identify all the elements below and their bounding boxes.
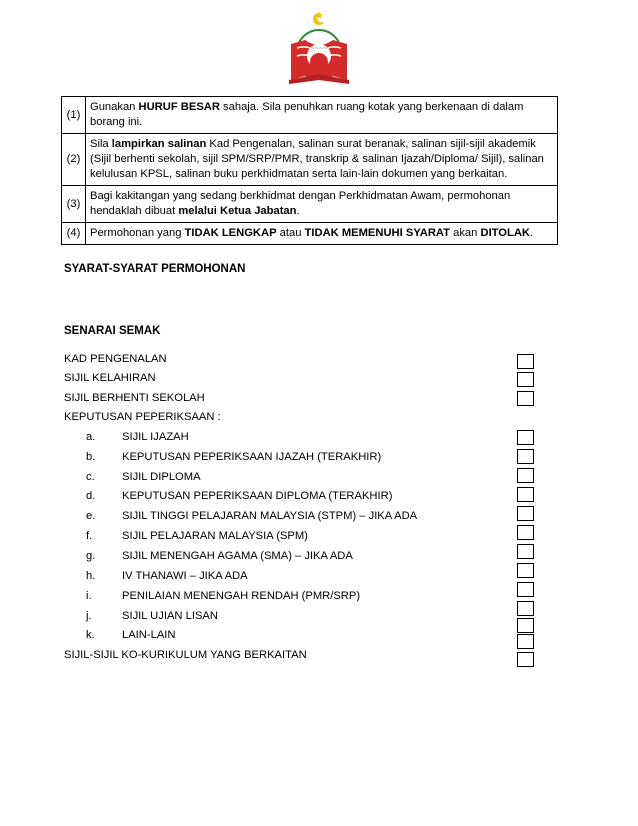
sub-item-letter: a. bbox=[86, 431, 96, 443]
senarai-semak-heading: SENARAI SEMAK bbox=[64, 325, 161, 337]
checkbox-kokurikulum[interactable] bbox=[517, 652, 534, 667]
note-segment: akan bbox=[450, 227, 481, 239]
checkbox-sijil-diploma[interactable] bbox=[517, 468, 534, 483]
note-row bbox=[62, 223, 558, 245]
checkbox-thanawi[interactable] bbox=[517, 563, 534, 578]
sub-item-sijil-diploma: SIJIL DIPLOMA bbox=[122, 471, 201, 483]
sub-item-lain-lain: LAIN-LAIN bbox=[122, 629, 176, 641]
sub-item-letter: j. bbox=[86, 610, 92, 622]
sub-item-thanawi: IV THANAWI – JIKA ADA bbox=[122, 570, 248, 582]
sub-item-ujian-lisan: SIJIL UJIAN LISAN bbox=[122, 610, 218, 622]
note-segment: Gunakan bbox=[90, 101, 139, 113]
sub-item-spm: SIJIL PELAJARAN MALAYSIA (SPM) bbox=[122, 530, 308, 542]
sub-item-keputusan-diploma: KEPUTUSAN PEPERIKSAAN DIPLOMA (TERAKHIR) bbox=[122, 490, 393, 502]
checkbox-keputusan-diploma[interactable] bbox=[517, 487, 534, 502]
checklist-keputusan-label: KEPUTUSAN PEPERIKSAAN : bbox=[64, 411, 221, 423]
checkbox-sijil-berhenti-sekolah[interactable] bbox=[517, 391, 534, 406]
checkbox-spm[interactable] bbox=[517, 525, 534, 540]
note-text bbox=[86, 186, 558, 223]
note-row bbox=[62, 134, 558, 186]
syarat-heading: SYARAT-SYARAT PERMOHONAN bbox=[64, 263, 246, 275]
note-number: (4) bbox=[62, 223, 86, 245]
sub-item-letter: d. bbox=[86, 490, 96, 502]
notes-table bbox=[61, 96, 558, 245]
sub-item-pmr: PENILAIAN MENENGAH RENDAH (PMR/SRP) bbox=[122, 590, 361, 602]
checklist-item-sijil-berhenti-sekolah: SIJIL BERHENTI SEKOLAH bbox=[64, 392, 205, 404]
sub-item-keputusan-ijazah: KEPUTUSAN PEPERIKSAAN IJAZAH (TERAKHIR) bbox=[122, 451, 382, 463]
sub-item-letter: g. bbox=[86, 550, 96, 562]
sub-item-letter: k. bbox=[86, 629, 95, 641]
checkbox-lain-lain[interactable] bbox=[517, 618, 534, 633]
checkbox-stpm[interactable] bbox=[517, 506, 534, 521]
note-text bbox=[86, 223, 558, 245]
note-emphasis: TIDAK LENGKAP bbox=[184, 227, 277, 239]
note-segment: . bbox=[530, 227, 534, 239]
sub-item-sijil-ijazah: SIJIL IJAZAH bbox=[122, 431, 189, 443]
svg-text:~~~~: ~~~~ bbox=[310, 46, 328, 52]
checkbox-lain-lain-extra[interactable] bbox=[517, 634, 534, 649]
note-emphasis: lampirkan salinan bbox=[111, 138, 207, 150]
note-segment: Permohonan yang bbox=[90, 227, 185, 239]
emblem-logo bbox=[285, 10, 353, 86]
sub-item-letter: b. bbox=[86, 451, 96, 463]
checkbox-ujian-lisan[interactable] bbox=[517, 601, 534, 616]
checkbox-sijil-ijazah[interactable] bbox=[517, 430, 534, 445]
sub-item-letter: f. bbox=[86, 530, 93, 542]
sub-item-letter: e. bbox=[86, 510, 96, 522]
note-emphasis: melalui Ketua Jabatan bbox=[178, 205, 297, 217]
checklist-item-sijil-kelahiran: SIJIL KELAHIRAN bbox=[64, 372, 156, 384]
note-emphasis: TIDAK MEMENUHI SYARAT bbox=[304, 227, 450, 239]
note-emphasis: DITOLAK bbox=[480, 227, 530, 239]
sub-item-letter: h. bbox=[86, 570, 96, 582]
sub-item-stpm: SIJIL TINGGI PELAJARAN MALAYSIA (STPM) – JIKA ADA bbox=[122, 510, 418, 522]
note-row bbox=[62, 186, 558, 223]
checkbox-sma[interactable] bbox=[517, 544, 534, 559]
note-text bbox=[86, 97, 558, 134]
note-row bbox=[62, 97, 558, 134]
note-segment: atau bbox=[276, 227, 305, 239]
checkbox-kad-pengenalan[interactable] bbox=[517, 354, 534, 369]
checkbox-keputusan-ijazah[interactable] bbox=[517, 449, 534, 464]
note-segment: Kad Pengenalan, salinan surat beranak, salinan sijil-sijil akademik (Sijil berhenti sekolah, sijil SPM/SRP/PMR, transkrip & salinan Ijazah/Diploma/ Sijil), salinan kelulusan KPSL, salinan buku perkhidmatan serta lain-lain dokumen yang berkaitan. bbox=[90, 138, 544, 180]
note-number: (1) bbox=[62, 97, 86, 134]
checkbox-pmr[interactable] bbox=[517, 582, 534, 597]
note-segment: Bagi kakitangan yang sedang berkhidmat dengan Perkhidmatan Awam, permohonan hendaklah dibuat bbox=[90, 190, 511, 217]
note-segment: . bbox=[296, 205, 300, 217]
checklist-item-kad-pengenalan: KAD PENGENALAN bbox=[64, 353, 167, 365]
note-text bbox=[86, 134, 558, 186]
checklist-item-kokurikulum: SIJIL-SIJIL KO-KURIKULUM YANG BERKAITAN bbox=[64, 649, 307, 661]
checkbox-sijil-kelahiran[interactable] bbox=[517, 372, 534, 387]
note-number: (3) bbox=[62, 186, 86, 223]
sub-item-letter: i. bbox=[86, 590, 92, 602]
note-segment: sahaja. Sila penuhkan ruang kotak yang berkenaan di dalam borang ini. bbox=[90, 101, 524, 128]
note-emphasis: HURUF BESAR bbox=[138, 101, 220, 113]
sub-item-sma: SIJIL MENENGAH AGAMA (SMA) – JIKA ADA bbox=[122, 550, 353, 562]
note-segment: Sila bbox=[90, 138, 112, 150]
note-number: (2) bbox=[62, 134, 86, 186]
sub-item-letter: c. bbox=[86, 471, 95, 483]
